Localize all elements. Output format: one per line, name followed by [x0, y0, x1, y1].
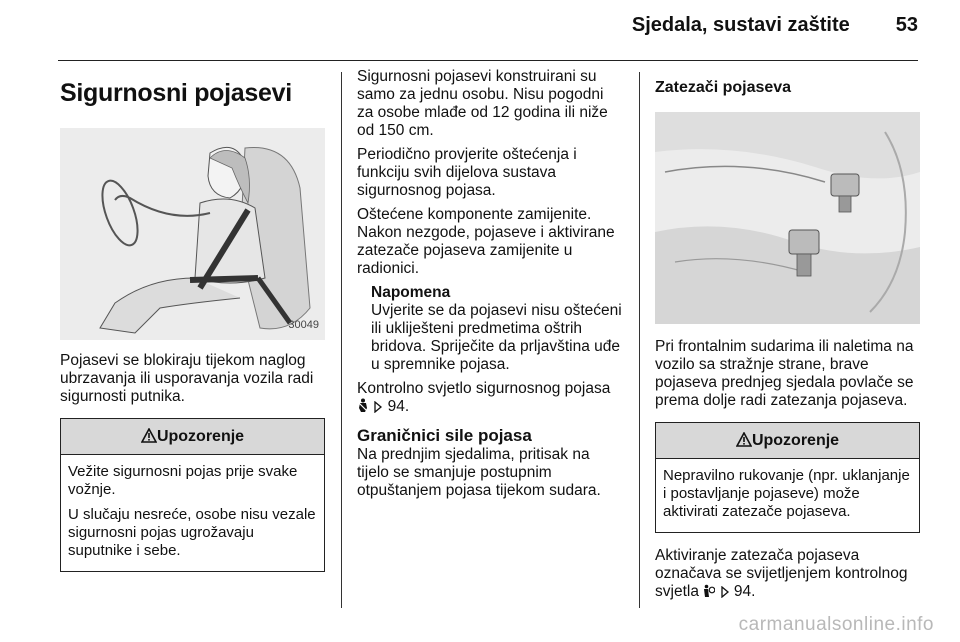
warning-triangle-icon	[141, 428, 157, 443]
paragraph-force-limiters: Na prednjim sjedalima, pritisak na tijelo se smanjuje postupnim otpuštanjem pojasa tijekom sudara.	[357, 446, 601, 499]
running-header	[632, 14, 918, 37]
header-rule	[58, 60, 918, 61]
warning-box-2	[655, 422, 920, 533]
airbag-icon	[703, 584, 715, 598]
page-reference-icon	[720, 586, 730, 598]
activation-text: Aktiviranje zatezača pojaseva označava se svijetljenjem kontrolnog svjetla	[655, 547, 908, 600]
warning-header-2	[656, 423, 919, 459]
warning-box	[60, 418, 325, 572]
warning-body-2	[656, 459, 919, 532]
warning-triangle-icon	[736, 432, 752, 447]
column-divider-2	[639, 72, 640, 608]
seated-driver-drawing	[60, 128, 325, 340]
column-2	[357, 68, 623, 506]
page-reference-icon	[373, 401, 383, 413]
buckle-drawing	[655, 112, 920, 324]
note-title: Napomena	[371, 284, 451, 301]
section-title: Sjedala, sustavi zaštite	[631, 14, 850, 36]
subsection-heading-force-limiters: Graničnici sile pojasa	[357, 426, 532, 445]
watermark: carmanualsonline.info	[738, 614, 934, 635]
intro-paragraph: Pojasevi se blokiraju tijekom naglog ubrzavanja ili usporavanja vozila radi sigurnosti putnika.	[60, 352, 314, 405]
page-reference-1: 94.	[387, 398, 410, 415]
column-3	[655, 68, 920, 607]
paragraph-activation	[655, 547, 920, 601]
warning-text-3: Nepravilno rukovanje (npr. uklanjanje i postavljanje pojaseve) može aktivirati zatezače pojaseva.	[663, 467, 910, 520]
paragraph-replace: Oštećene komponente zamijenite. Nakon nezgode, pojaseve i aktivirane zatezače pojaseva zamijenite u radionici.	[357, 206, 615, 277]
column-1	[60, 68, 325, 572]
page-number: 53	[895, 14, 918, 36]
note-text: Uvjerite se da pojasevi nisu oštećeni ili ukliješteni predmetima oštrih bridova. Spriječite da prljavština uđe u spremnike pojasa.	[371, 302, 622, 373]
paragraph-indicator	[357, 380, 623, 416]
note-block	[371, 284, 623, 374]
figure-number: 30049	[288, 319, 319, 331]
warning-text-1: Vežite sigurnosni pojas prije svake vožnje.	[68, 463, 298, 498]
warning-text-2: U slučaju nesreće, osobe nisu vezale sigurnosni pojas ugrožavaju suputnike i sebe.	[68, 506, 316, 559]
paragraph-pretensioner-function: Pri frontalnim sudarima ili naletima na vozilo sa stražnje strane, brave pojaseva prednjeg sjedala povlače se prema dolje radi zatezanja pojaseva.	[655, 338, 914, 409]
indicator-text: Kontrolno svjetlo sigurnosnog pojasa	[357, 380, 611, 397]
paragraph-check: Periodično provjerite oštećenja i funkciju svih dijelova sustava sigurnosnog pojasa.	[357, 146, 577, 199]
seatbelt-illustration	[60, 128, 325, 340]
page-reference-2: 94.	[733, 583, 756, 600]
column-divider-1	[341, 72, 342, 608]
section-heading: Sigurnosni pojasevi	[60, 79, 292, 107]
pretensioner-illustration	[655, 112, 920, 324]
warning-body	[61, 455, 324, 571]
warning-title-2: Upozorenje	[751, 432, 840, 449]
paragraph-usage: Sigurnosni pojasevi konstruirani su samo za jednu osobu. Nisu pogodni za osobe mlađe od 12 godina ili niže od 150 cm.	[357, 68, 608, 139]
warning-header	[61, 419, 324, 455]
warning-title: Upozorenje	[156, 428, 245, 445]
seatbelt-icon	[357, 398, 369, 413]
subsection-heading-pretensioners: Zatezači pojaseva	[655, 79, 792, 96]
